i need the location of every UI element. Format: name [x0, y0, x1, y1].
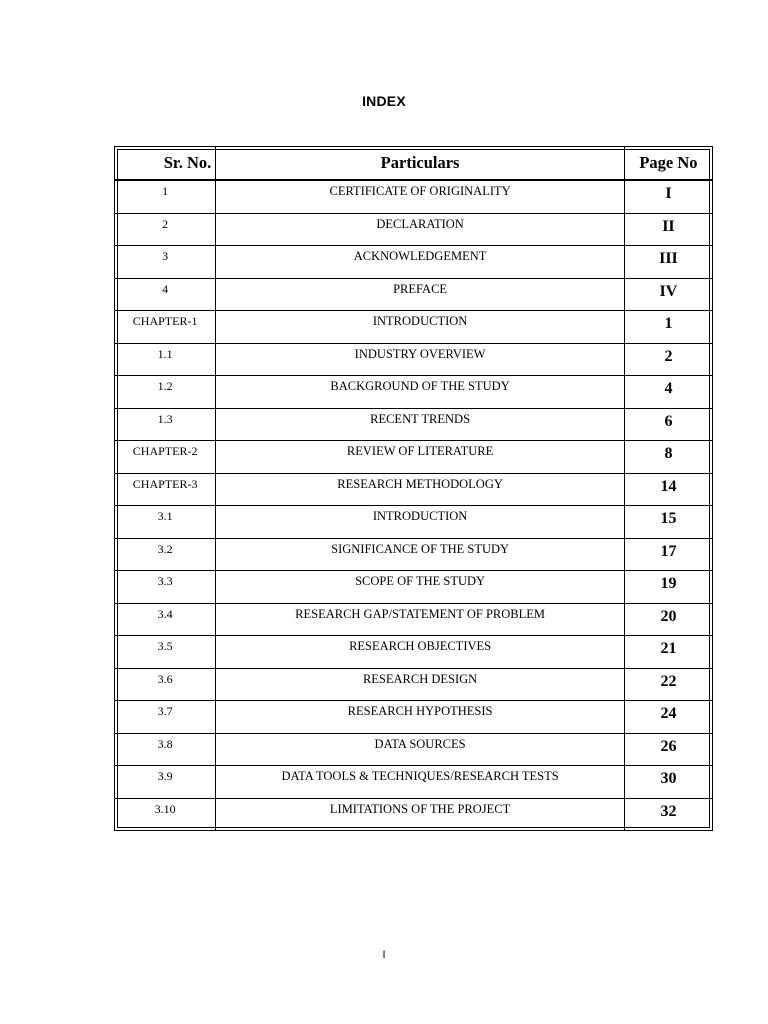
row-page-no: 2 [664, 347, 673, 365]
row-page-no: 17 [660, 542, 677, 560]
row-sr-no: 1.3 [157, 411, 173, 426]
row-page-no: 14 [660, 477, 677, 495]
table-row [115, 214, 712, 247]
row-page-no: 4 [664, 380, 673, 397]
row-page-no: 26 [660, 737, 677, 755]
row-sr-no: 3.2 [157, 541, 173, 556]
row-sr-no: 1 [162, 184, 169, 198]
row-particular: RECENT TRENDS [370, 411, 471, 426]
row-sr-no: 3.3 [157, 574, 173, 588]
table-row [115, 734, 712, 767]
page-title: INDEX [362, 93, 406, 109]
footer-page-number: I [382, 949, 386, 961]
row-sr-no: 3.7 [157, 704, 173, 718]
row-particular: RESEARCH METHODOLOGY [337, 476, 503, 491]
header-sr-no: Sr. No. [115, 147, 216, 181]
row-sr-no: CHAPTER-2 [132, 444, 198, 458]
row-page-no: I [665, 185, 672, 202]
row-page-no: 32 [660, 802, 677, 820]
row-particular: DECLARATION [376, 216, 464, 231]
row-sr-no: 2 [162, 216, 169, 231]
table-row [115, 409, 712, 442]
table-row [115, 799, 712, 831]
row-sr-no: 3.9 [157, 769, 173, 783]
row-sr-no: 4 [162, 281, 169, 296]
row-sr-no: CHAPTER-3 [132, 476, 198, 491]
table-row [115, 539, 712, 572]
row-particular: DATA TOOLS & TECHNIQUES/RESEARCH TESTS [281, 769, 559, 783]
row-sr-no: 3.8 [157, 736, 173, 751]
header-particulars: Particulars [216, 147, 625, 181]
row-particular: SCOPE OF THE STUDY [355, 574, 486, 588]
row-sr-no: 3.1 [157, 509, 173, 523]
row-particular: BACKGROUND OF THE STUDY [330, 379, 510, 393]
row-sr-no: 3 [162, 249, 169, 263]
row-page-no: 6 [664, 412, 673, 430]
row-particular: CERTIFICATE OF ORIGINALITY [329, 184, 511, 198]
row-sr-no: 3.6 [157, 671, 173, 686]
row-page-no: IV [659, 282, 678, 300]
table-row [115, 701, 712, 734]
row-particular: RESEARCH OBJECTIVES [349, 639, 492, 653]
table-row [115, 506, 712, 539]
table-row [115, 474, 712, 507]
row-page-no: 20 [660, 607, 677, 625]
index-table [114, 146, 713, 831]
table-row [115, 669, 712, 702]
row-particular: INTRODUCTION [372, 509, 468, 523]
table-row [115, 181, 712, 214]
row-particular: RESEARCH HYPOTHESIS [347, 704, 493, 718]
row-sr-no: 3.5 [157, 639, 173, 653]
row-page-no: 22 [660, 672, 677, 690]
row-particular: SIGNIFICANCE OF THE STUDY [331, 541, 510, 556]
table-body [115, 181, 712, 830]
row-particular: DATA SOURCES [374, 736, 466, 751]
row-particular: REVIEW OF LITERATURE [346, 444, 494, 458]
table-row [115, 344, 712, 377]
row-sr-no: 3.10 [154, 801, 176, 816]
table-row [115, 571, 712, 604]
table-row [115, 279, 712, 312]
row-sr-no: 1.2 [157, 379, 173, 393]
table-row [115, 766, 712, 799]
header-page-no: Page No [625, 147, 712, 181]
row-particular: RESEARCH DESIGN [362, 671, 478, 686]
table-row [115, 246, 712, 279]
table-header-row [115, 147, 712, 181]
row-sr-no: CHAPTER-1 [132, 314, 198, 328]
row-page-no: 8 [664, 445, 673, 462]
row-particular: LIMITATIONS OF THE PROJECT [329, 801, 511, 816]
row-particular: RESEARCH GAP/STATEMENT OF PROBLEM [295, 606, 545, 621]
table-row [115, 311, 712, 344]
table-row [115, 604, 712, 637]
row-particular: INTRODUCTION [372, 314, 468, 328]
row-page-no: 19 [660, 575, 677, 592]
row-page-no: 24 [660, 705, 677, 722]
row-page-no: 30 [660, 770, 677, 787]
row-sr-no: 1.1 [157, 346, 173, 361]
table-row [115, 376, 712, 409]
row-page-no: 21 [660, 640, 677, 657]
row-particular: ACKNOWLEDGEMENT [353, 249, 487, 263]
row-page-no: 15 [660, 510, 677, 527]
row-page-no: II [662, 217, 675, 235]
table-row [115, 441, 712, 474]
row-page-no: 1 [664, 315, 673, 332]
row-sr-no: 3.4 [157, 606, 173, 621]
table-row [115, 636, 712, 669]
row-particular: PREFACE [393, 281, 448, 296]
row-page-no: III [659, 250, 678, 267]
row-particular: INDUSTRY OVERVIEW [354, 346, 486, 361]
